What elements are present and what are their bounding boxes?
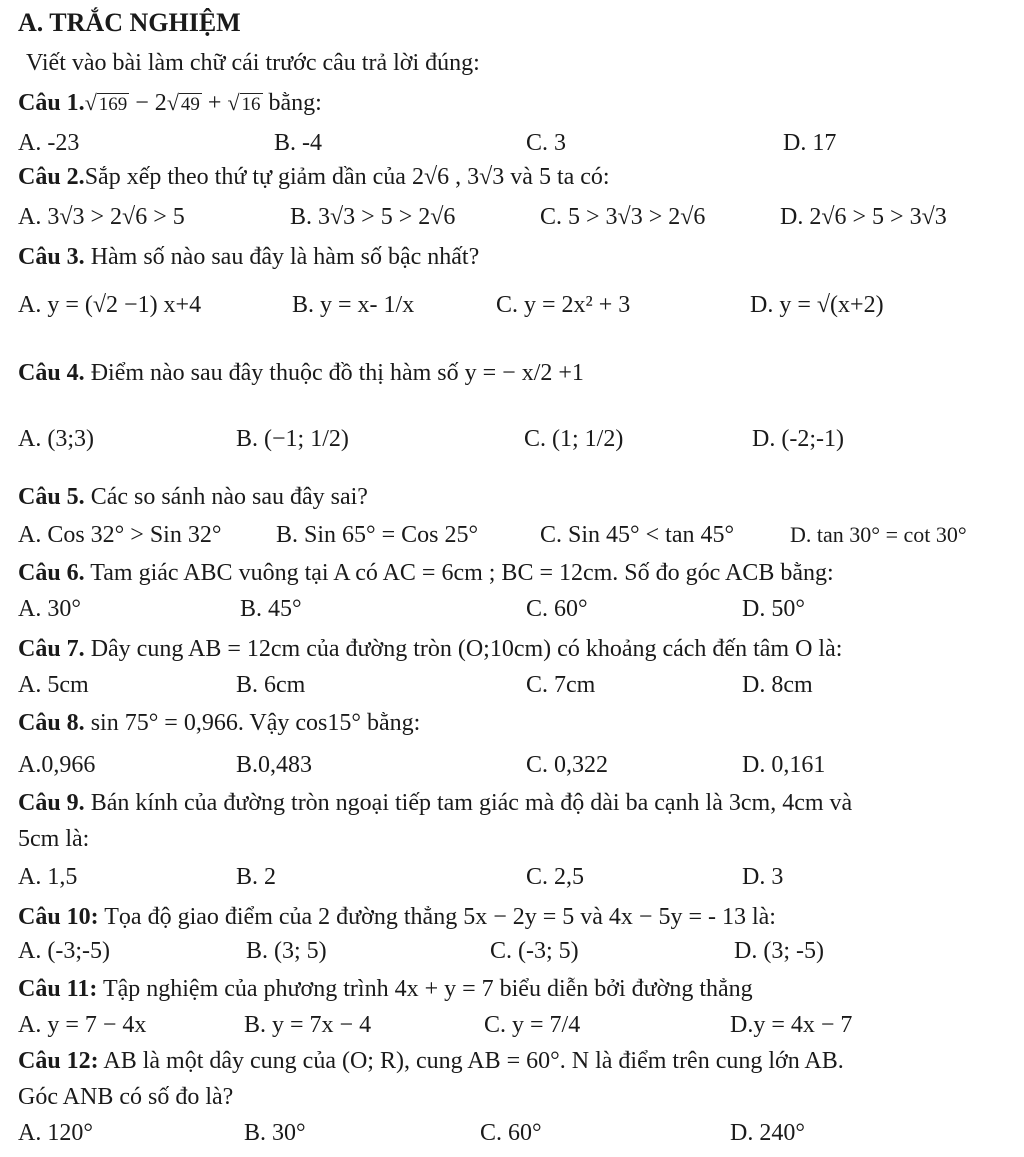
question-text: sin 75° = 0,966. Vậy cos15° bằng: [90,710,421,736]
option-a[interactable]: A. (-3;-5) [18,938,110,964]
option-d[interactable]: D. 8cm [742,672,813,698]
question-9-continued: 5cm là: [18,826,90,852]
option-b[interactable]: B. 2 [236,864,277,890]
option-d[interactable]: D. (3; -5) [734,938,824,964]
option-a[interactable]: A. y = (√2 −1) x+4 [18,292,202,318]
option-c[interactable]: C. y = 2x² + 3 [496,292,631,318]
question-6 [18,558,834,588]
option-c[interactable]: C. Sin 45° < tan 45° [540,522,735,548]
instruction: Viết vào bài làm chữ cái trước câu trả lời đúng: [26,50,480,76]
question-12 [18,1046,844,1076]
option-d[interactable]: D. 3 [742,864,784,890]
option-a[interactable]: A. 1,5 [18,864,78,890]
option-b[interactable]: B. y = x- 1/x [292,292,415,318]
question-5 [18,482,368,512]
question-text: Tập nghiệm của phương trình 4x + y = 7 biểu diễn bởi đường thẳng [102,976,753,1002]
option-b[interactable]: B. (3; 5) [246,938,327,964]
question-11 [18,974,753,1004]
question-text: Sắp xếp theo thứ tự giảm dần của 2√6 , 3√3 và 5 ta có: [84,164,610,190]
question-4 [18,358,584,388]
question-3 [18,242,479,272]
option-c[interactable]: C. 60° [480,1120,542,1146]
option-d[interactable]: D. 50° [742,596,805,622]
option-b[interactable]: B. y = 7x − 4 [244,1012,372,1038]
question-12-continued: Góc ANB có số đo là? [18,1084,234,1110]
option-b[interactable]: B. 45° [240,596,302,622]
question-label: Câu 3. [18,244,85,270]
question-label: Câu 6. [18,560,85,586]
option-b[interactable]: B. (−1; 1/2) [236,426,349,452]
question-text: Hàm số nào sau đây là hàm số bậc nhất? [90,244,480,270]
option-d[interactable]: D.y = 4x − 7 [730,1012,853,1038]
question-10 [18,902,776,932]
question-label: Câu 8. [18,710,85,736]
question-label: Câu 12: [18,1048,99,1074]
section-title: A. TRẮC NGHIỆM [18,8,241,37]
question-text: Tọa độ giao điểm của 2 đường thẳng 5x − 2y = 5 và 4x − 5y = - 13 là: [104,904,776,930]
option-d[interactable]: D. (-2;-1) [752,426,844,452]
option-a[interactable]: A. 30° [18,596,81,622]
question-label: Câu 7. [18,636,85,662]
option-a[interactable]: A. -23 [18,130,80,156]
option-d[interactable]: D. 17 [783,130,837,156]
option-a[interactable]: A. Cos 32° > Sin 32° [18,522,222,548]
question-label: Câu 11: [18,976,98,1002]
question-label: Câu 5. [18,484,85,510]
option-d[interactable]: D. 240° [730,1120,805,1146]
question-label: Câu 9. [18,790,85,816]
question-text: Các so sánh nào sau đây sai? [90,484,368,510]
question-label: Câu 2. [18,164,85,190]
option-a[interactable]: A. 5cm [18,672,89,698]
option-a[interactable]: A. y = 7 − 4x [18,1012,147,1038]
cropped-next-line [0,1150,1024,1157]
option-b[interactable]: B. 30° [244,1120,306,1146]
option-a[interactable]: A. (3;3) [18,426,94,452]
option-b[interactable]: B.0,483 [236,752,313,778]
option-d[interactable]: D. y = √(x+2) [750,292,884,318]
option-c[interactable]: C. 0,322 [526,752,609,778]
option-c[interactable]: C. 2,5 [526,864,585,890]
question-1: Câu 1.√ 169 − 2√ 49 + √ 16 bằng: [18,90,322,116]
option-a[interactable]: A.0,966 [18,752,96,778]
option-c[interactable]: C. 60° [526,596,588,622]
question-text: AB là một dây cung của (O; R), cung AB = 60°. N là điểm trên cung lớn AB. [103,1048,844,1074]
question-text: Điểm nào sau đây thuộc đồ thị hàm số y = − x/2 +1 [90,360,584,386]
question-tail: bằng: [268,90,322,116]
question-label: Câu 4. [18,360,85,386]
question-text: Tam giác ABC vuông tại A có AC = 6cm ; BC = 12cm. Số đo góc ACB bằng: [90,560,834,586]
option-a[interactable]: A. 120° [18,1120,93,1146]
option-a[interactable]: A. 3√3 > 2√6 > 5 [18,204,185,230]
option-d[interactable]: D. 2√6 > 5 > 3√3 [780,204,947,230]
option-b[interactable]: B. 3√3 > 5 > 2√6 [290,204,456,230]
option-c[interactable]: C. y = 7/4 [484,1012,581,1038]
question-8 [18,708,420,738]
question-text: Bán kính của đường tròn ngoại tiếp tam giác mà độ dài ba cạnh là 3cm, 4cm và [90,790,853,816]
option-c[interactable]: C. 3 [526,130,567,156]
option-c[interactable]: C. 5 > 3√3 > 2√6 [540,204,706,230]
question-text: Dây cung AB = 12cm của đường tròn (O;10cm) có khoảng cách đến tâm O là: [90,636,843,662]
option-d[interactable]: D. tan 30° = cot 30° [790,522,967,547]
question-9 [18,788,852,818]
question-label: Câu 10: [18,904,99,930]
option-d[interactable]: D. 0,161 [742,752,826,778]
option-b[interactable]: B. Sin 65° = Cos 25° [276,522,479,548]
option-b[interactable]: B. -4 [274,130,322,156]
option-b[interactable]: B. 6cm [236,672,306,698]
option-c[interactable]: C. 7cm [526,672,596,698]
question-label: Câu 1. [18,90,85,116]
question-2 [18,162,610,192]
question-7 [18,634,842,664]
option-c[interactable]: C. (-3; 5) [490,938,579,964]
option-c[interactable]: C. (1; 1/2) [524,426,624,452]
